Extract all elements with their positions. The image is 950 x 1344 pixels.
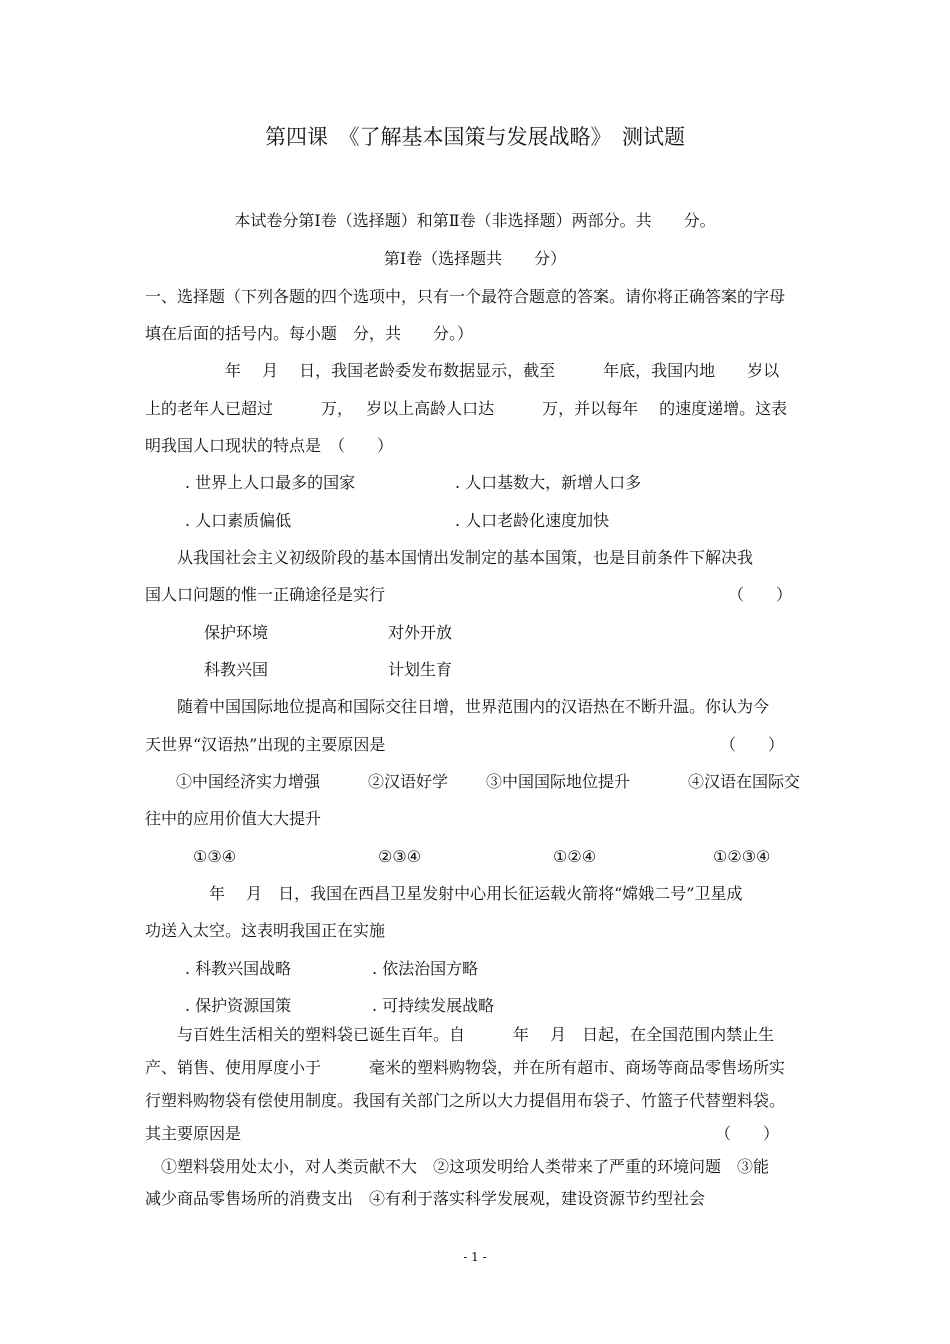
question-3-statement-2: ②汉语好学	[368, 772, 449, 791]
question-1-option-c: . 人口素质偏低	[185, 511, 292, 530]
question-1-line-3: 明我国人口现状的特点是 （ ）	[145, 436, 394, 455]
question-1-option-d: . 人口老龄化速度加快	[455, 511, 610, 530]
instructions-line-2: 填在后面的括号内。每小题 分，共 分。）	[145, 324, 474, 343]
question-2-line-1: 从我国社会主义初级阶段的基本国情出发制定的基本国策，也是目前条件下解决我	[145, 548, 754, 567]
question-1-line-1: 年 月 日，我国老龄委发布数据显示，截至 年底，我国内地 岁以	[145, 361, 780, 380]
question-5-line-1: 与百姓生活相关的塑料袋已诞生百年。自 年 月 日起，在全国范围内禁止生	[145, 1025, 775, 1044]
question-5-line-2: 产、销售、使用厚度小于 毫米的塑料购物袋，并在所有超市、商场等商品零售场所实	[145, 1058, 786, 1077]
question-4-option-b: . 依法治国方略	[372, 959, 479, 978]
question-2-option-b: 对外开放	[388, 623, 453, 642]
question-5-line-3: 行塑料购物袋有偿使用制度。我国有关部门之所以大力提倡用布袋子、竹篮子代替塑料袋。	[145, 1091, 786, 1110]
question-5-answer-paren: （ ）	[715, 1124, 780, 1143]
instructions-line-1: 一、选择题（下列各题的四个选项中，只有一个最符合题意的答案。请你将正确答案的字母	[145, 287, 786, 306]
exam-intro: 本试卷分第Ⅰ卷（选择题）和第Ⅱ卷（非选择题）两部分。共 分。	[234, 211, 716, 230]
question-4-option-a: . 科教兴国战略	[185, 959, 292, 978]
question-3-answer-paren: （ ）	[720, 735, 785, 754]
question-3-line-2: 天世界“汉语热”出现的主要原因是	[145, 735, 386, 754]
question-3-option-d: ①②③④	[713, 847, 771, 866]
question-3-statement-4: ④汉语在国际交	[688, 772, 801, 791]
question-3-option-c: ①②④	[553, 847, 597, 866]
question-2-option-a: 保护环境	[204, 623, 269, 642]
question-2-line-2: 国人口问题的惟一正确途径是实行	[145, 585, 386, 604]
question-3-statement-4-cont: 往中的应用价值大大提升	[145, 809, 322, 828]
question-5-statements-line-2: 减少商品零售场所的消费支出 ④有利于落实科学发展观，建设资源节约型社会	[145, 1189, 706, 1208]
section-heading: 第Ⅰ卷（选择题共 分）	[383, 249, 567, 268]
question-5-line-4: 其主要原因是	[145, 1124, 242, 1143]
question-5-statements-line-1: ①塑料袋用处太小，对人类贡献不大 ②这项发明给人类带来了严重的环境问题 ③能	[145, 1157, 770, 1176]
question-3-statement-3: ③中国国际地位提升	[486, 772, 631, 791]
question-2-option-c: 科教兴国	[204, 660, 269, 679]
document-title: 第四课 《了解基本国策与发展战略》 测试题	[265, 125, 685, 149]
question-4-line-2: 功送入太空。这表明我国正在实施	[145, 921, 386, 940]
question-4-option-c: . 保护资源国策	[185, 996, 292, 1015]
question-3-line-1: 随着中国国际地位提高和国际交往日增，世界范围内的汉语热在不断升温。你认为今	[145, 697, 770, 716]
question-1-option-b: . 人口基数大，新增人口多	[455, 473, 642, 492]
question-2-option-d: 计划生育	[388, 660, 453, 679]
question-3-option-a: ①③④	[193, 847, 237, 866]
question-1-option-a: . 世界上人口最多的国家	[185, 473, 356, 492]
question-3-option-b: ②③④	[378, 847, 422, 866]
page-number: - 1 -	[463, 1250, 487, 1264]
question-4-option-d: . 可持续发展战略	[372, 996, 495, 1015]
question-3-statement-1: ①中国经济实力增强	[176, 772, 321, 791]
question-2-answer-paren: （ ）	[728, 585, 793, 604]
question-4-line-1: 年 月 日，我国在西昌卫星发射中心用长征运载火箭将“嫦娥二号”卫星成	[145, 884, 743, 903]
question-1-line-2: 上的老年人已超过 万， 岁以上高龄人口达 万，并以每年 的速度递增。这表	[145, 399, 788, 418]
